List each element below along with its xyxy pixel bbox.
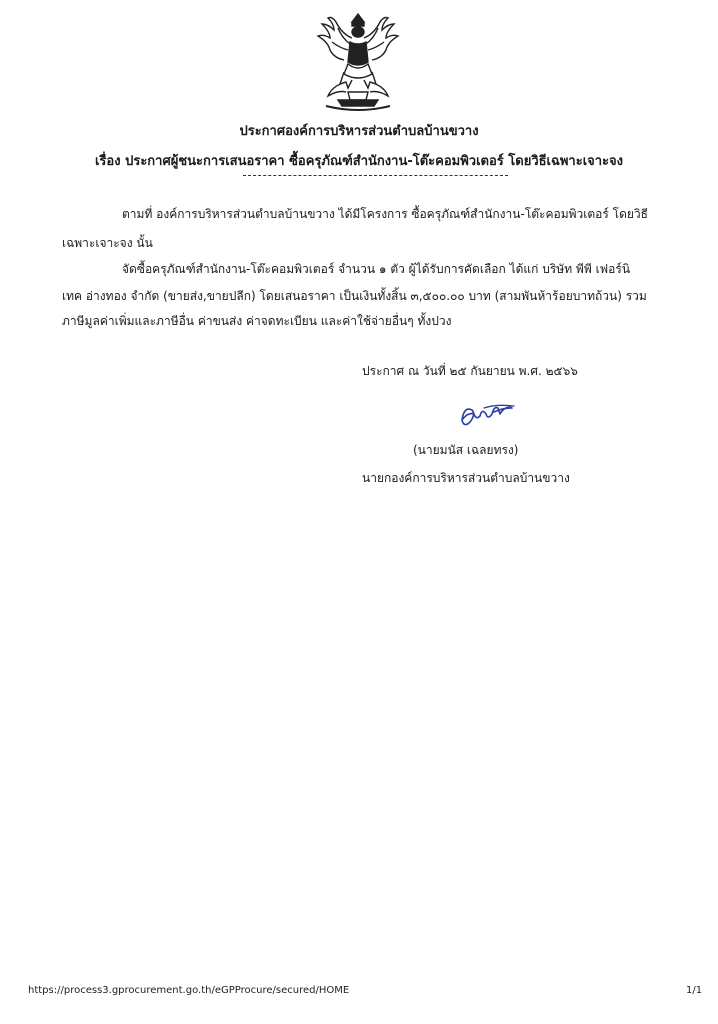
paragraph-2-line-1: จัดซื้อครุภัณฑ์สำนักงาน-โต๊ะคอมพิวเตอร์ จำนวน ๑ ตัว ผู้ได้รับการคัดเลือก ได้แก่ บริษัท พีพี เฟอร์นิ — [122, 262, 631, 276]
title-divider — [243, 175, 508, 176]
paragraph-2-line-3: ภาษีมูลค่าเพิ่มและภาษีอื่น ค่าขนส่ง ค่าจดทะเบียน และค่าใช้จ่ายอื่นๆ ทั้งปวง — [62, 314, 452, 328]
handwritten-signature — [456, 398, 526, 432]
paragraph-1-line-1: ตามที่ องค์การบริหารส่วนตำบลบ้านขวาง ได้มีโครงการ ซื้อครุภัณฑ์สำนักงาน-โต๊ะคอมพิวเตอร์ โดยวิธี — [122, 207, 648, 221]
paragraph-2-line-2: เทค อ่างทอง จำกัด (ขายส่ง,ขายปลีก) โดยเสนอราคา เป็นเงินทั้งสิ้น ๓,๕๐๐.๐๐ บาท (สามพันห้าร้อยบาทถ้วน) รวม — [62, 289, 647, 303]
signer-position: นายกองค์การบริหารส่วนตำบลบ้านขวาง — [362, 471, 570, 485]
document-title: ประกาศองค์การบริหารส่วนตำบลบ้านขวาง — [239, 124, 479, 139]
footer-url: https://process3.gprocurement.go.th/eGPProcure/secured/HOME — [28, 985, 350, 996]
garuda-emblem-icon — [308, 8, 408, 112]
announcement-date: ประกาศ ณ วันที่ ๒๕ กันยายน พ.ศ. ๒๕๖๖ — [362, 364, 578, 378]
signer-name: (นายมนัส เฉลยทรง) — [413, 443, 519, 457]
footer-page-number: 1/1 — [686, 985, 703, 996]
document-subject: เรื่อง ประกาศผู้ชนะการเสนอราคา ซื้อครุภัณฑ์สำนักงาน-โต๊ะคอมพิวเตอร์ โดยวิธีเฉพาะเจาะจง — [94, 154, 624, 169]
paragraph-1-line-2: เฉพาะเจาะจง นั้น — [62, 236, 153, 250]
